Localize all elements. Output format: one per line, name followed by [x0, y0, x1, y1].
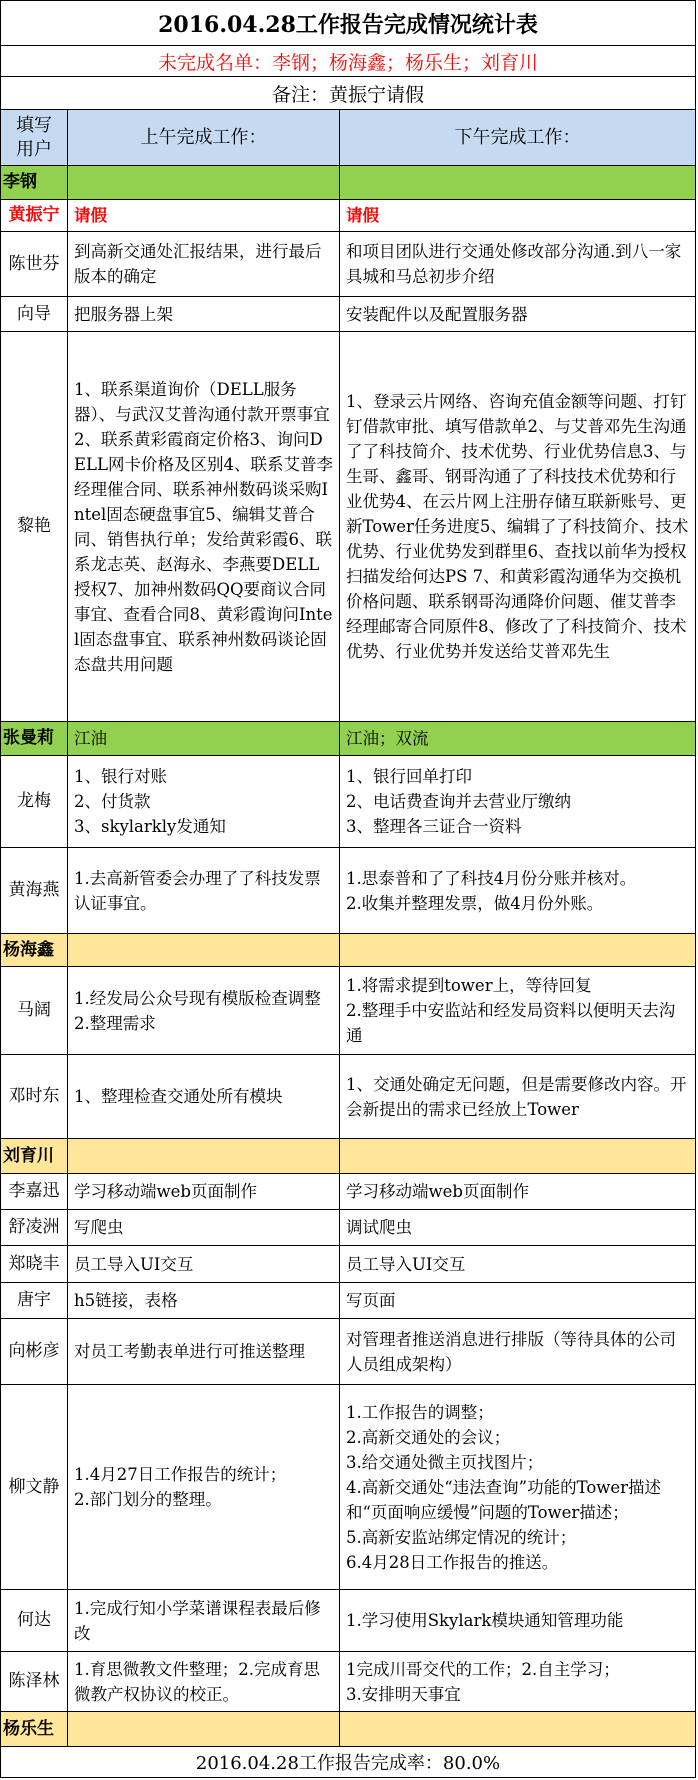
afternoon-work: 学习移动端web页面制作	[340, 1174, 696, 1210]
table-row	[0, 1174, 696, 1210]
morning-work	[68, 1139, 340, 1174]
group-row-liuyuchuan	[0, 1139, 696, 1174]
table-row	[0, 1283, 696, 1319]
header-morning: 上午完成工作：	[68, 110, 340, 166]
morning-work: 请假	[68, 200, 340, 232]
morning-work: h5链接，表格	[68, 1283, 340, 1319]
table-row	[0, 848, 696, 934]
report-title: 2016.04.28工作报告完成情况统计表	[0, 0, 696, 46]
group-row-ligang	[0, 166, 696, 200]
afternoon-work: 和项目团队进行交通处修改部分沟通.到八一家具城和马总初步介绍	[340, 232, 696, 297]
table-row	[0, 1385, 696, 1590]
user-name: 马阔	[0, 967, 68, 1055]
user-name: 杨乐生	[0, 1712, 68, 1747]
morning-work: 1.经发局公众号现有模版检查调整 2.整理需求	[68, 967, 340, 1055]
table-row	[0, 1210, 696, 1246]
user-name: 柳文静	[0, 1385, 68, 1590]
user-name: 黄振宁	[0, 200, 68, 232]
morning-work: 1、联系渠道询价（DELL服务器）、与武汉艾普沟通付款开票事宜2、联系黄彩霞商定价格3、询问DELL网卡价格及区别4、联系艾普李经理催合同、联系神州数码谈采购Intel固态硬盘事宜5、编辑艾普合同、销售执行单；发给黄彩霞6、联系龙志英、赵海永、李燕要DELL授权7、加神州数码QQ要商议合同事宜、查看合同8、黄彩霞询问Intel固态盘事宜、联系神州数码谈论固态盘共用问题	[68, 332, 340, 722]
morning-work: 写爬虫	[68, 1210, 340, 1246]
morning-work: 1、整理检查交通处所有模块	[68, 1055, 340, 1139]
header-afternoon: 下午完成工作：	[340, 110, 696, 166]
user-name: 邓时东	[0, 1055, 68, 1139]
table-row	[0, 232, 696, 297]
morning-work	[68, 934, 340, 967]
morning-work: 1、银行对账 2、付货款 3、skylarkly发通知	[68, 756, 340, 848]
user-name: 李钢	[0, 166, 68, 200]
afternoon-work: 1.思泰普和了了科技4月份分账并核对。 2.收集并整理发票，做4月份外账。	[340, 848, 696, 934]
morning-work: 员工导入UI交互	[68, 1246, 340, 1283]
user-name: 陈泽林	[0, 1652, 68, 1712]
user-name: 唐宇	[0, 1283, 68, 1319]
morning-work	[68, 1712, 340, 1747]
table-row	[0, 200, 696, 232]
user-name: 龙梅	[0, 756, 68, 848]
table-row	[0, 1246, 696, 1283]
table-row	[0, 756, 696, 848]
completion-rate-footer: 2016.04.28工作报告完成率：80.0%	[0, 1747, 696, 1778]
afternoon-work	[340, 934, 696, 967]
table-row	[0, 1652, 696, 1712]
user-name: 杨海鑫	[0, 934, 68, 967]
afternoon-work: 请假	[340, 200, 696, 232]
afternoon-work: 江油；双流	[340, 722, 696, 756]
user-name: 黄海燕	[0, 848, 68, 934]
table-row	[0, 967, 696, 1055]
user-name: 舒凌洲	[0, 1210, 68, 1246]
table-row	[0, 297, 696, 332]
user-name: 郑晓丰	[0, 1246, 68, 1283]
user-name: 刘育川	[0, 1139, 68, 1174]
morning-work: 对员工考勤表单进行可推送整理	[68, 1319, 340, 1385]
morning-work: 1.去高新管委会办理了了科技发票认证事宜。	[68, 848, 340, 934]
group-row-yanghaixin	[0, 934, 696, 967]
table-row	[0, 1319, 696, 1385]
user-name: 向导	[0, 297, 68, 332]
user-name: 李嘉迅	[0, 1174, 68, 1210]
afternoon-work: 1完成川哥交代的工作；2.自主学习； 3.安排明天事宜	[340, 1652, 696, 1712]
table-row	[0, 1590, 696, 1652]
afternoon-work: 员工导入UI交互	[340, 1246, 696, 1283]
afternoon-work: 调试爬虫	[340, 1210, 696, 1246]
header-user: 填写 用户	[0, 110, 68, 166]
table-row	[0, 332, 696, 722]
afternoon-work: 1、银行回单打印 2、电话费查询并去营业厅缴纳 3、整理各三证合一资料	[340, 756, 696, 848]
user-name: 向彬彦	[0, 1319, 68, 1385]
table-row	[0, 1055, 696, 1139]
morning-work: 1.育思微教文件整理；2.完成育思微教产权协议的校正。	[68, 1652, 340, 1712]
afternoon-work: 1.工作报告的调整； 2.高新交通处的会议； 3.给交通处微主页找图片； 4.高新交通处“违法查询”功能的Tower描述和“页面响应缓慢”问题的Tower描述； 5.高新安监站绑定情况的统计； 6.4月28日工作报告的推送。	[340, 1385, 696, 1590]
afternoon-work: 1、登录云片网络、咨询充值金额等问题、打钉钉借款审批、填写借款单2、与艾普邓先生沟通了了科技简介、技术优势、行业优势信息3、与生哥、鑫哥、钢哥沟通了了科技技术优势和行业优势4、在云片网上注册存储互联新账号、更新Tower任务进度5、编辑了了科技简介、技术优势、行业优势发到群里6、查找以前华为授权扫描发给何达PS 7、和黄彩霞沟通华为交换机价格问题、联系钢哥沟通降价问题、催艾普李经理邮寄合同原件8、修改了了科技简介、技术优势、行业优势并发送给艾普邓先生	[340, 332, 696, 722]
afternoon-work: 1.学习使用Skylark模块通知管理功能	[340, 1590, 696, 1652]
afternoon-work: 写页面	[340, 1283, 696, 1319]
group-row-yanglesheng	[0, 1712, 696, 1747]
morning-work: 1.完成行知小学菜谱课程表最后修改	[68, 1590, 340, 1652]
afternoon-work: 安装配件以及配置服务器	[340, 297, 696, 332]
group-row-zhangmanli	[0, 722, 696, 756]
morning-work: 学习移动端web页面制作	[68, 1174, 340, 1210]
afternoon-work: 1、交通处确定无问题，但是需要修改内容。开会新提出的需求已经放上Tower	[340, 1055, 696, 1139]
incomplete-list: 未完成名单：李钢；杨海鑫；杨乐生；刘育川	[0, 46, 696, 77]
afternoon-work	[340, 1712, 696, 1747]
user-name: 黎艳	[0, 332, 68, 722]
user-name: 张曼莉	[0, 722, 68, 756]
morning-work	[68, 166, 340, 200]
morning-work: 江油	[68, 722, 340, 756]
user-name: 陈世芬	[0, 232, 68, 297]
morning-work: 把服务器上架	[68, 297, 340, 332]
user-name: 何达	[0, 1590, 68, 1652]
afternoon-work: 1.将需求提到tower上，等待回复 2.整理手中安监站和经发局资料以便明天去沟通	[340, 967, 696, 1055]
afternoon-work	[340, 166, 696, 200]
morning-work: 1.4月27日工作报告的统计； 2.部门划分的整理。	[68, 1385, 340, 1590]
remark: 备注：黄振宁请假	[0, 77, 696, 110]
morning-work: 到高新交通处汇报结果，进行最后版本的确定	[68, 232, 340, 297]
afternoon-work	[340, 1139, 696, 1174]
afternoon-work: 对管理者推送消息进行排版（等待具体的公司人员组成架构）	[340, 1319, 696, 1385]
header-row	[0, 110, 696, 166]
